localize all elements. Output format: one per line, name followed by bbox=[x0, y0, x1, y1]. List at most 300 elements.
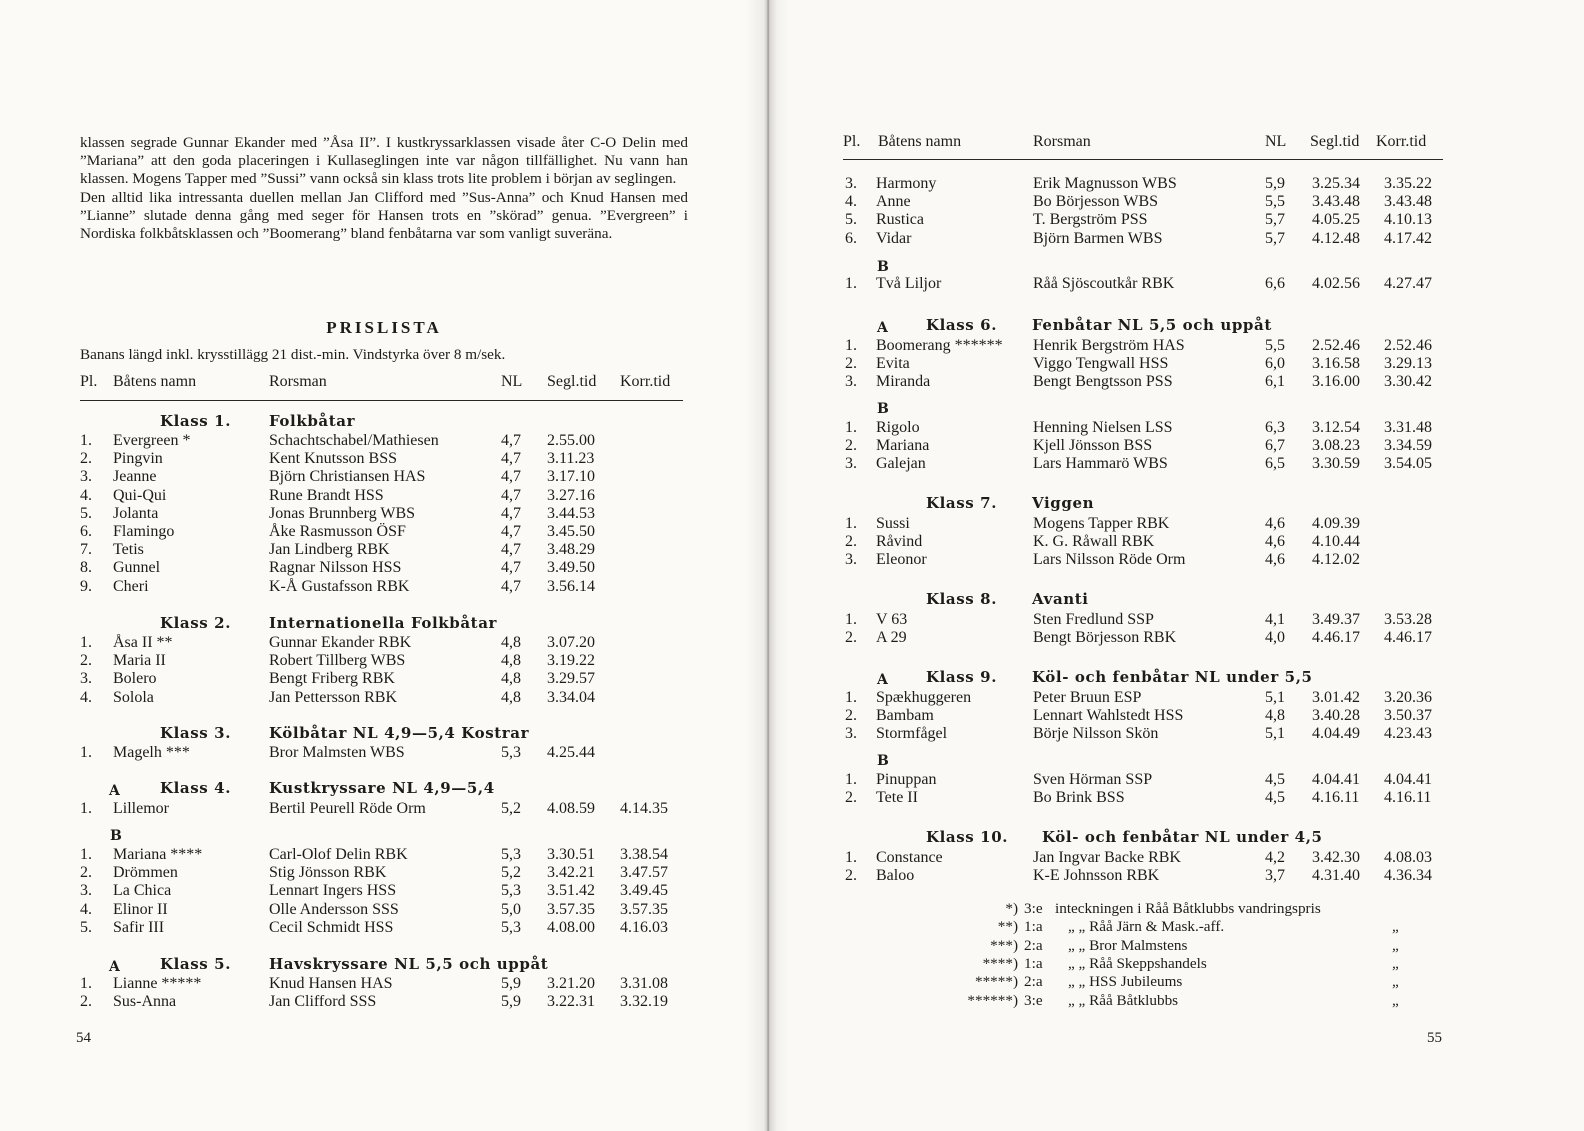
cell-rorsman: Henrik Bergström HAS bbox=[1033, 337, 1185, 354]
cell-name: Miranda bbox=[876, 373, 931, 391]
footnote-end: „ bbox=[1392, 954, 1399, 972]
cell-segl: 3.16.58 bbox=[1312, 355, 1360, 373]
cell-nl: 4,8 bbox=[501, 688, 521, 706]
cell-nl: 5,2 bbox=[501, 800, 521, 817]
cell-korr: 3.31.48 bbox=[1384, 419, 1432, 436]
class-label: Klass 10. bbox=[926, 828, 1009, 846]
cell-rorsman: Lars Nilsson Röde Orm bbox=[1033, 551, 1186, 569]
cell-korr: 3.47.57 bbox=[620, 864, 668, 882]
footnote-end: „ bbox=[1392, 918, 1399, 936]
cell-korr: 3.20.36 bbox=[1384, 689, 1432, 706]
section-sub-label: A bbox=[877, 320, 888, 336]
section-sub-label: A bbox=[109, 783, 120, 799]
cell-korr: 3.49.45 bbox=[620, 882, 668, 900]
cell-pl: 7. bbox=[80, 541, 92, 559]
cell-segl: 3.12.54 bbox=[1312, 419, 1360, 436]
footnote-ordinal: 3:e bbox=[1024, 900, 1043, 917]
cell-name: Lianne ***** bbox=[113, 975, 202, 992]
cell-name: Rigolo bbox=[876, 419, 920, 436]
cell-name: Flamingo bbox=[113, 523, 175, 540]
cell-name: Qui-Qui bbox=[113, 486, 167, 504]
cell-nl: 4,2 bbox=[1265, 849, 1285, 866]
cell-nl: 6,0 bbox=[1265, 355, 1285, 373]
cell-name: Constance bbox=[876, 849, 943, 866]
cell-name: Åsa II ** bbox=[113, 634, 173, 651]
cell-segl: 3.40.28 bbox=[1312, 707, 1360, 725]
cell-pl: 1. bbox=[80, 800, 92, 817]
cell-rorsman: Jan Clifford SSS bbox=[269, 993, 377, 1011]
cell-rorsman: Bengt Friberg RBK bbox=[269, 670, 395, 688]
cell-rorsman: K-Å Gustafsson RBK bbox=[269, 577, 410, 595]
cell-rorsman: Lars Hammarö WBS bbox=[1033, 455, 1168, 473]
cell-pl: 1. bbox=[845, 515, 857, 532]
cell-name: Vidar bbox=[876, 229, 912, 247]
class-title: Havskryssare NL 5,5 och uppåt bbox=[269, 955, 549, 973]
cell-korr: 4.08.03 bbox=[1384, 849, 1432, 866]
cell-segl: 3.43.48 bbox=[1312, 193, 1360, 211]
cell-korr: 4.10.13 bbox=[1384, 211, 1432, 229]
footnote-ordinal: 1:a bbox=[1024, 954, 1043, 972]
cell-rorsman: Björn Barmen WBS bbox=[1033, 229, 1163, 247]
cell-rorsman: Erik Magnusson WBS bbox=[1033, 175, 1177, 192]
header-nl: NL bbox=[501, 373, 523, 390]
cell-name: Magelh *** bbox=[113, 744, 190, 761]
cell-rorsman: Henning Nielsen LSS bbox=[1033, 419, 1173, 436]
cell-korr: 4.17.42 bbox=[1384, 229, 1432, 247]
cell-korr: 4.46.17 bbox=[1384, 629, 1432, 647]
cell-pl: 3. bbox=[80, 670, 92, 688]
cell-segl: 4.31.40 bbox=[1312, 867, 1360, 885]
cell-nl: 4,7 bbox=[501, 504, 521, 522]
cell-korr: 3.31.08 bbox=[620, 975, 668, 992]
cell-rorsman: Knud Hansen HAS bbox=[269, 975, 393, 992]
cell-rorsman: Ragnar Nilsson HSS bbox=[269, 559, 402, 577]
cell-nl: 4,7 bbox=[501, 577, 521, 595]
header-pl: Pl. bbox=[843, 133, 861, 150]
cell-name: Jeanne bbox=[113, 468, 157, 486]
class-title: Avanti bbox=[1032, 590, 1089, 608]
intro-text bbox=[80, 134, 688, 243]
cell-name: Lillemor bbox=[113, 800, 169, 817]
class-label: Klass 4. bbox=[160, 779, 232, 797]
cell-segl: 4.12.02 bbox=[1312, 551, 1360, 569]
cell-segl: 3.34.04 bbox=[547, 688, 595, 706]
header-nl: NL bbox=[1265, 133, 1287, 150]
cell-segl: 4.08.00 bbox=[547, 918, 595, 936]
cell-pl: 3. bbox=[80, 468, 92, 486]
cell-korr: 4.16.03 bbox=[620, 918, 668, 936]
cell-pl: 2. bbox=[845, 867, 857, 885]
cell-pl: 2. bbox=[845, 789, 857, 807]
cell-segl: 3.11.23 bbox=[547, 450, 595, 468]
cell-segl: 4.12.48 bbox=[1312, 229, 1360, 247]
cell-segl: 3.25.34 bbox=[1312, 175, 1360, 192]
cell-rorsman: Råå Sjöscoutkår RBK bbox=[1033, 275, 1175, 292]
cell-nl: 5,7 bbox=[1265, 229, 1285, 247]
footnote-mark: ******) bbox=[967, 991, 1018, 1009]
cell-korr: 3.43.48 bbox=[1384, 193, 1432, 211]
cell-pl: 6. bbox=[845, 229, 857, 247]
class-title: Folkbåtar bbox=[269, 412, 356, 430]
section-sub-label: B bbox=[110, 828, 122, 844]
cell-pl: 1. bbox=[80, 432, 92, 449]
cell-rorsman: Kent Knutsson BSS bbox=[269, 450, 398, 468]
cell-korr: 3.30.42 bbox=[1384, 373, 1432, 391]
divider bbox=[843, 159, 1443, 160]
cell-nl: 4,1 bbox=[1265, 611, 1285, 628]
cell-korr: 4.23.43 bbox=[1384, 725, 1432, 743]
cell-pl: 3. bbox=[845, 175, 857, 192]
cell-pl: 2. bbox=[80, 652, 92, 670]
cell-segl: 4.02.56 bbox=[1312, 275, 1360, 292]
footnote-mark: *****) bbox=[974, 973, 1018, 991]
cell-name: Safir III bbox=[113, 918, 165, 936]
cell-pl: 2. bbox=[845, 533, 857, 551]
cell-korr: 3.50.37 bbox=[1384, 707, 1432, 725]
cell-nl: 4,7 bbox=[501, 541, 521, 559]
class-label: Klass 9. bbox=[926, 668, 998, 686]
cell-korr: 4.36.34 bbox=[1384, 867, 1432, 885]
cell-rorsman: K-E Johnsson RBK bbox=[1033, 867, 1160, 885]
cell-segl: 4.08.59 bbox=[547, 800, 595, 817]
class-title: Kustkryssare NL 4,9—5,4 bbox=[269, 779, 495, 797]
cell-segl: 3.17.10 bbox=[547, 468, 595, 486]
cell-nl: 4,7 bbox=[501, 559, 521, 577]
cell-segl: 4.10.44 bbox=[1312, 533, 1360, 551]
cell-rorsman: T. Bergström PSS bbox=[1033, 211, 1148, 229]
cell-pl: 5. bbox=[80, 504, 92, 522]
cell-pl: 3. bbox=[845, 551, 857, 569]
cell-pl: 1. bbox=[80, 846, 92, 863]
cell-nl: 5,1 bbox=[1265, 689, 1285, 706]
cell-segl: 2.52.46 bbox=[1312, 337, 1360, 354]
class-title: Köl- och fenbåtar NL under 5,5 bbox=[1032, 668, 1313, 686]
cell-rorsman: Peter Bruun ESP bbox=[1033, 689, 1142, 706]
cell-name: Maria II bbox=[113, 652, 166, 670]
cell-korr: 3.32.19 bbox=[620, 993, 668, 1011]
cell-segl: 4.25.44 bbox=[547, 744, 595, 761]
page-number: 55 bbox=[1427, 1030, 1442, 1046]
cell-name: Bambam bbox=[876, 707, 934, 725]
cell-name: Två Liljor bbox=[876, 275, 942, 292]
cell-pl: 4. bbox=[80, 688, 92, 706]
cell-nl: 4,8 bbox=[501, 652, 521, 670]
cell-segl: 3.08.23 bbox=[1312, 437, 1360, 455]
cell-name: Galejan bbox=[876, 455, 926, 473]
section-sub-label: A bbox=[877, 672, 888, 688]
cell-pl: 1. bbox=[845, 689, 857, 706]
cell-name: Stormfågel bbox=[876, 725, 948, 743]
cell-segl: 3.30.51 bbox=[547, 846, 595, 863]
cell-nl: 4,6 bbox=[1265, 515, 1285, 532]
cell-rorsman: Cecil Schmidt HSS bbox=[269, 918, 394, 936]
cell-pl: 1. bbox=[845, 337, 857, 354]
cell-nl: 4,8 bbox=[1265, 707, 1285, 725]
cell-pl: 1. bbox=[80, 634, 92, 651]
cell-nl: 4,7 bbox=[501, 468, 521, 486]
cell-pl: 4. bbox=[80, 900, 92, 918]
cell-korr: 4.14.35 bbox=[620, 800, 668, 817]
cell-nl: 5,2 bbox=[501, 864, 521, 882]
cell-name: Spækhuggeren bbox=[876, 689, 972, 706]
cell-name: Drömmen bbox=[113, 864, 178, 882]
cell-nl: 5,9 bbox=[501, 975, 521, 992]
cell-rorsman: Kjell Jönsson BSS bbox=[1033, 437, 1153, 455]
cell-nl: 4,7 bbox=[501, 486, 521, 504]
cell-korr: 4.27.47 bbox=[1384, 275, 1432, 292]
cell-segl: 3.42.30 bbox=[1312, 849, 1360, 866]
cell-segl: 3.42.21 bbox=[547, 864, 595, 882]
cell-pl: 2. bbox=[80, 450, 92, 468]
cell-rorsman: Jonas Brunnberg WBS bbox=[269, 504, 416, 522]
cell-rorsman: Olle Andersson SSS bbox=[269, 900, 399, 918]
header-segl: Segl.tid bbox=[547, 373, 597, 390]
cell-nl: 6,7 bbox=[1265, 437, 1285, 455]
cell-pl: 1. bbox=[845, 771, 857, 788]
cell-name: A 29 bbox=[876, 629, 907, 647]
footnote-text: „ „ HSS Jubileums bbox=[1068, 973, 1183, 991]
cell-korr: 4.16.11 bbox=[1384, 789, 1432, 807]
cell-pl: 3. bbox=[845, 373, 857, 391]
cell-nl: 5,9 bbox=[1265, 175, 1285, 192]
class-label: Klass 5. bbox=[160, 955, 232, 973]
cell-name: Evita bbox=[876, 355, 910, 373]
cell-pl: 2. bbox=[80, 993, 92, 1011]
class-title: Fenbåtar NL 5,5 och uppåt bbox=[1032, 316, 1272, 334]
cell-pl: 4. bbox=[80, 486, 92, 504]
cell-segl: 3.30.59 bbox=[1312, 455, 1360, 473]
cell-rorsman: Rune Brandt HSS bbox=[269, 486, 384, 504]
cell-segl: 4.04.49 bbox=[1312, 725, 1360, 743]
footnote-end: „ bbox=[1392, 991, 1399, 1009]
cell-rorsman: Lennart Wahlstedt HSS bbox=[1033, 707, 1184, 725]
cell-rorsman: Bengt Bengtsson PSS bbox=[1033, 373, 1173, 391]
header-rorsman: Rorsman bbox=[269, 373, 327, 390]
footnote-end: „ bbox=[1392, 936, 1399, 954]
cell-segl: 4.46.17 bbox=[1312, 629, 1360, 647]
cell-nl: 5,3 bbox=[501, 918, 521, 936]
cell-rorsman: Stig Jönsson RBK bbox=[269, 864, 387, 882]
cell-nl: 6,1 bbox=[1265, 373, 1285, 391]
cell-name: Pinuppan bbox=[876, 771, 937, 788]
cell-rorsman: Sven Hörman SSP bbox=[1033, 771, 1153, 788]
footnote-text: „ „ Bror Malmstens bbox=[1068, 936, 1188, 954]
cell-pl: 5. bbox=[845, 211, 857, 229]
cell-rorsman: Schachtschabel/Mathiesen bbox=[269, 432, 439, 449]
section-sub-label: A bbox=[109, 959, 120, 975]
cell-name: Sussi bbox=[876, 515, 910, 532]
cell-rorsman: Bo Brink BSS bbox=[1033, 789, 1125, 807]
cell-pl: 2. bbox=[845, 355, 857, 373]
cell-segl: 3.49.50 bbox=[547, 559, 595, 577]
footnote-ordinal: 2:a bbox=[1024, 973, 1043, 991]
cell-nl: 4,0 bbox=[1265, 629, 1285, 647]
cell-pl: 3. bbox=[845, 455, 857, 473]
cell-nl: 5,9 bbox=[501, 993, 521, 1011]
cell-korr: 3.54.05 bbox=[1384, 455, 1432, 473]
cell-korr: 3.38.54 bbox=[620, 846, 668, 863]
cell-name: Solola bbox=[113, 688, 154, 706]
cell-rorsman: Bengt Börjesson RBK bbox=[1033, 629, 1177, 647]
cell-rorsman: Bror Malmsten WBS bbox=[269, 744, 405, 761]
cell-segl: 4.04.41 bbox=[1312, 771, 1360, 788]
cell-name: Bolero bbox=[113, 670, 157, 688]
prislista-title: PRISLISTA bbox=[326, 318, 442, 337]
intro-paragraph: Den alltid lika intressanta duellen mellan Jan Clifford med ”Sus-Anna” och Knud Hansen med ”Lianne” slutade denna gång med seger för Hansen trots en ”skörad” genua. ”Evergreen” i Nordiska folkbåtsklassen och ”Boomerang” bland fenbåtarna var som vanligt suveräna. bbox=[80, 188, 688, 243]
footnote-mark: ****) bbox=[982, 954, 1018, 972]
cell-name: Tetis bbox=[113, 541, 144, 559]
cell-pl: 3. bbox=[845, 725, 857, 743]
cell-nl: 5,0 bbox=[501, 900, 521, 918]
footnote-mark: **) bbox=[997, 918, 1018, 936]
cell-rorsman: Lennart Ingers HSS bbox=[269, 882, 397, 900]
cell-segl: 3.51.42 bbox=[547, 882, 595, 900]
cell-nl: 6,3 bbox=[1265, 419, 1285, 436]
section-sub-label: B bbox=[877, 259, 889, 275]
page-number: 54 bbox=[76, 1030, 91, 1046]
section-sub-label: B bbox=[877, 753, 889, 769]
cell-name: Harmony bbox=[876, 175, 937, 192]
cell-segl: 3.19.22 bbox=[547, 652, 595, 670]
cell-nl: 4,7 bbox=[501, 432, 521, 449]
cell-nl: 5,1 bbox=[1265, 725, 1285, 743]
cell-rorsman: Jan Pettersson RBK bbox=[269, 688, 397, 706]
cell-rorsman: Sten Fredlund SSP bbox=[1033, 611, 1154, 628]
cell-nl: 4,5 bbox=[1265, 789, 1285, 807]
cell-pl: 1. bbox=[845, 419, 857, 436]
cell-segl: 2.55.00 bbox=[547, 432, 595, 449]
cell-rorsman: Mogens Tapper RBK bbox=[1033, 515, 1170, 532]
cell-name: Jolanta bbox=[113, 504, 159, 522]
cell-rorsman: Jan Ingvar Backe RBK bbox=[1033, 849, 1181, 866]
cell-nl: 5,3 bbox=[501, 846, 521, 863]
header-pl: Pl. bbox=[80, 373, 98, 390]
cell-nl: 5,7 bbox=[1265, 211, 1285, 229]
cell-name: Tete II bbox=[876, 789, 918, 807]
cell-pl: 9. bbox=[80, 577, 92, 595]
cell-segl: 3.45.50 bbox=[547, 523, 595, 540]
cell-rorsman: Carl-Olof Delin RBK bbox=[269, 846, 408, 863]
cell-segl: 3.07.20 bbox=[547, 634, 595, 651]
class-title: Viggen bbox=[1032, 494, 1095, 512]
cell-rorsman: Börje Nilsson Skön bbox=[1033, 725, 1159, 743]
cell-segl: 3.16.00 bbox=[1312, 373, 1360, 391]
footnote-ordinal: 3:e bbox=[1024, 991, 1043, 1009]
cell-pl: 8. bbox=[80, 559, 92, 577]
class-label: Klass 8. bbox=[926, 590, 998, 608]
cell-nl: 6,6 bbox=[1265, 275, 1285, 292]
footnote-end: „ bbox=[1392, 973, 1399, 991]
cell-nl: 4,5 bbox=[1265, 771, 1285, 788]
footnote-text: inteckningen i Råå Båtklubbs vandringspris bbox=[1055, 900, 1321, 917]
cell-name: V 63 bbox=[876, 611, 908, 628]
cell-rorsman: Bertil Peurell Röde Orm bbox=[269, 800, 426, 817]
cell-rorsman: Jan Lindberg RBK bbox=[269, 541, 390, 559]
cell-name: Rustica bbox=[876, 211, 924, 229]
cell-korr: 3.57.35 bbox=[620, 900, 668, 918]
cell-korr: 4.04.41 bbox=[1384, 771, 1432, 788]
header-korr: Korr.tid bbox=[1376, 133, 1427, 150]
cell-pl: 3. bbox=[80, 882, 92, 900]
cell-korr: 3.29.13 bbox=[1384, 355, 1432, 373]
cell-segl: 3.49.37 bbox=[1312, 611, 1360, 628]
cell-nl: 5,3 bbox=[501, 882, 521, 900]
cell-name: Baloo bbox=[876, 867, 915, 885]
cell-pl: 2. bbox=[845, 437, 857, 455]
cell-name: La Chica bbox=[113, 882, 172, 900]
cell-pl: 5. bbox=[80, 918, 92, 936]
footnote-mark: *) bbox=[1005, 900, 1018, 917]
cell-name: Anne bbox=[876, 193, 911, 211]
cell-nl: 4,8 bbox=[501, 670, 521, 688]
cell-nl: 4,7 bbox=[501, 523, 521, 540]
header-segl: Segl.tid bbox=[1310, 133, 1360, 150]
header-rorsman: Rorsman bbox=[1033, 133, 1091, 150]
cell-name: Råvind bbox=[876, 533, 923, 551]
footnote-text: „ „ Råå Båtklubbs bbox=[1068, 991, 1179, 1009]
cell-name: Sus-Anna bbox=[113, 993, 177, 1011]
cell-nl: 5,5 bbox=[1265, 337, 1285, 354]
cell-pl: 2. bbox=[80, 864, 92, 882]
cell-nl: 5,5 bbox=[1265, 193, 1285, 211]
cell-segl: 3.57.35 bbox=[547, 900, 595, 918]
footnote-ordinal: 2:a bbox=[1024, 936, 1043, 954]
class-title: Internationella Folkbåtar bbox=[269, 614, 498, 632]
cell-korr: 3.34.59 bbox=[1384, 437, 1432, 455]
cell-pl: 2. bbox=[845, 707, 857, 725]
class-label: Klass 1. bbox=[160, 412, 232, 430]
cell-rorsman: Gunnar Ekander RBK bbox=[269, 634, 412, 651]
cell-nl: 4,7 bbox=[501, 450, 521, 468]
section-sub-label: B bbox=[877, 401, 889, 417]
cell-pl: 6. bbox=[80, 523, 92, 540]
cell-name: Boomerang ****** bbox=[876, 337, 1003, 354]
intro-paragraph: klassen segrade Gunnar Ekander med ”Åsa II”. I kustkryssarklassen visade åter C-O Delin med ”Mariana” att den goda placeringen i Kullaseglingen inte var någon tillfällighet. Nu vann han klassen. Mogens Tapper med ”Sussi” vann också sin klass trots lite problem i början av seglingen. bbox=[80, 134, 688, 188]
cell-nl: 5,3 bbox=[501, 744, 521, 761]
class-title: Köl- och fenbåtar NL under 4,5 bbox=[1042, 828, 1323, 846]
cell-segl: 3.56.14 bbox=[547, 577, 595, 595]
cell-pl: 1. bbox=[80, 744, 92, 761]
cell-nl: 4,6 bbox=[1265, 551, 1285, 569]
cell-name: Pingvin bbox=[113, 450, 163, 468]
cell-segl: 3.27.16 bbox=[547, 486, 595, 504]
cell-name: Cheri bbox=[113, 577, 149, 595]
cell-pl: 1. bbox=[845, 849, 857, 866]
cell-nl: 3,7 bbox=[1265, 867, 1285, 885]
cell-rorsman: Bo Börjesson WBS bbox=[1033, 193, 1159, 211]
cell-nl: 6,5 bbox=[1265, 455, 1285, 473]
cell-segl: 3.48.29 bbox=[547, 541, 595, 559]
cell-segl: 3.44.53 bbox=[547, 504, 595, 522]
class-label: Klass 7. bbox=[926, 494, 998, 512]
cell-name: Gunnel bbox=[113, 559, 161, 577]
cell-pl: 1. bbox=[845, 611, 857, 628]
cell-segl: 3.29.57 bbox=[547, 670, 595, 688]
cell-korr: 2.52.46 bbox=[1384, 337, 1432, 354]
cell-korr: 3.35.22 bbox=[1384, 175, 1432, 192]
prislista-subtitle: Banans längd inkl. krysstillägg 21 dist.-min. Vindstyrka över 8 m/sek. bbox=[80, 346, 506, 363]
cell-pl: 4. bbox=[845, 193, 857, 211]
class-title: Kölbåtar NL 4,9—5,4 Kostrar bbox=[269, 724, 530, 742]
cell-pl: 2. bbox=[845, 629, 857, 647]
cell-rorsman: K. G. Råwall RBK bbox=[1033, 533, 1155, 551]
class-label: Klass 6. bbox=[926, 316, 998, 334]
cell-segl: 3.01.42 bbox=[1312, 689, 1360, 706]
footnote-text: „ „ Råå Järn & Mask.-aff. bbox=[1068, 918, 1225, 936]
cell-segl: 3.21.20 bbox=[547, 975, 595, 992]
footnote-text: „ „ Råå Skeppshandels bbox=[1068, 954, 1207, 972]
class-label: Klass 2. bbox=[160, 614, 232, 632]
